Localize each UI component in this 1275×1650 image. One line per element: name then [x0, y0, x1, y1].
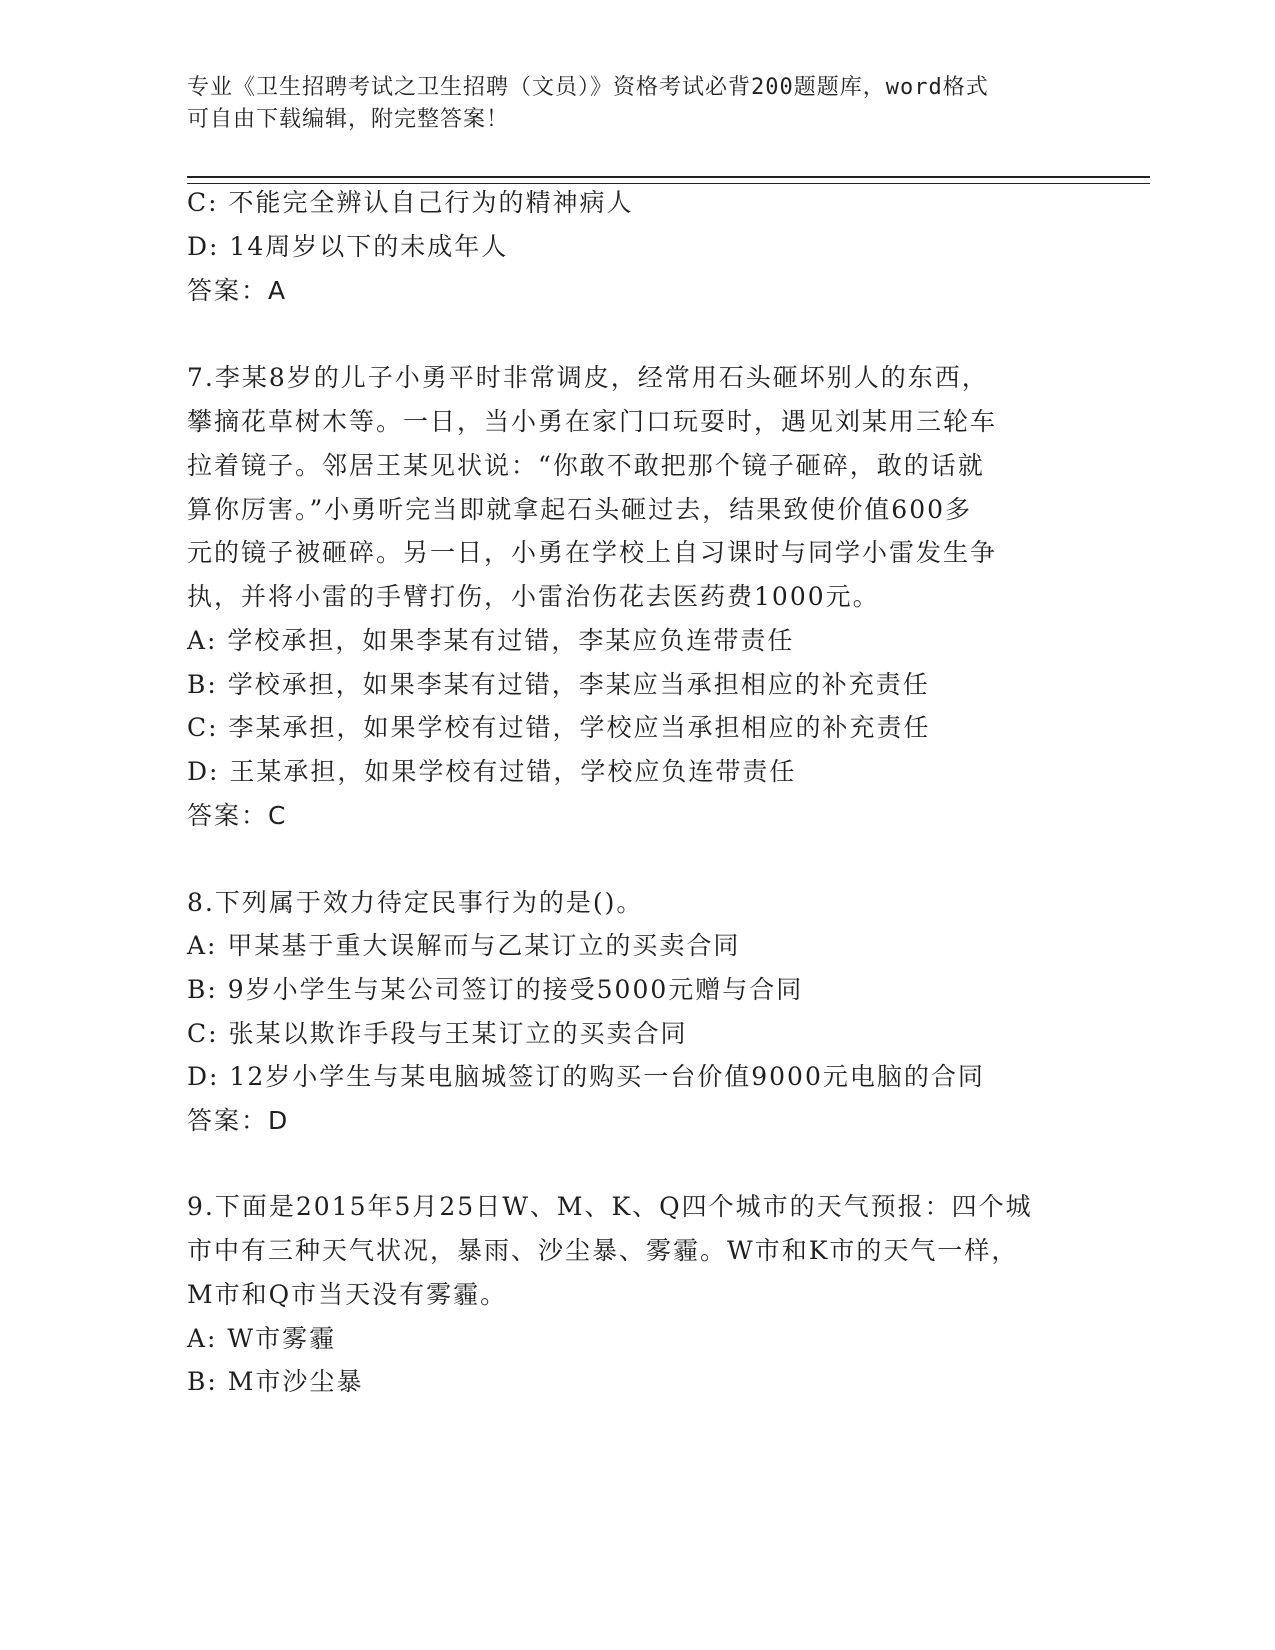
q7-stem-line-3: 拉着镜子。邻居王某见状说：“你敢不敢把那个镜子砸碎，敢的话就 — [187, 451, 985, 480]
q7-option-b: B: 学校承担，如果李某有过错，李某应当承担相应的补充责任 — [187, 670, 930, 699]
q9-option-a: A: W市雾霾 — [187, 1324, 337, 1353]
q7-stem-line-4: 算你厉害。”小勇听完当即就拿起石头砸过去，结果致使价值600多 — [187, 495, 973, 524]
q6-option-c: C: 不能完全辨认自己行为的精神病人 — [187, 188, 634, 217]
q7-option-a: A: 学校承担，如果李某有过错，李某应负连带责任 — [187, 626, 795, 655]
q8-option-b: B: 9岁小学生与某公司签订的接受5000元赠与合同 — [187, 975, 804, 1004]
q7-option-c: C: 李某承担，如果学校有过错，学校应当承担相应的补充责任 — [187, 713, 931, 742]
q8-option-c: C: 张某以欺诈手段与王某订立的买卖合同 — [187, 1019, 688, 1048]
q7-stem-line-5: 元的镜子被砸碎。另一日，小勇在学校上自习课时与同学小雷发生争 — [187, 538, 998, 567]
q8-option-a: A: 甲某基于重大误解而与乙某订立的买卖合同 — [187, 931, 741, 960]
q7-stem-line-2: 攀摘花草树木等。一日，当小勇在家门口玩耍时，遇见刘某用三轮车 — [187, 407, 998, 436]
q6-answer: 答案：A — [187, 276, 288, 305]
q6-option-d: D: 14周岁以下的未成年人 — [187, 232, 509, 261]
document-header — [187, 72, 1087, 136]
q7-stem-line-1: 7.李某8岁的儿子小勇平时非常调皮，经常用石头砸坏别人的东西， — [187, 363, 989, 392]
header-line-1: 专业《卫生招聘考试之卫生招聘（文员）》资格考试必背200题题库，word格式 — [187, 75, 989, 100]
q9-stem-line-3: M市和Q市当天没有雾霾。 — [187, 1280, 508, 1309]
q9-option-b: B: M市沙尘暴 — [187, 1367, 364, 1396]
q8-answer: 答案：D — [187, 1106, 290, 1135]
q7-answer: 答案：C — [187, 801, 288, 830]
q9-stem-line-1: 9.下面是2015年5月25日W、M、K、Q四个城市的天气预报：四个城 — [187, 1192, 1033, 1221]
q9-stem-line-2: 市中有三种天气状况，暴雨、沙尘暴、雾霾。W市和K市的天气一样， — [187, 1236, 1019, 1265]
q7-stem-line-6: 执，并将小雷的手臂打伤，小雷治伤花去医药费1000元。 — [187, 582, 880, 611]
q7-option-d: D: 王某承担，如果学校有过错，学校应负连带责任 — [187, 757, 797, 786]
header-line-2: 可自由下载编辑，附完整答案！ — [187, 107, 510, 132]
q8-option-d: D: 12岁小学生与某电脑城签订的购买一台价值9000元电脑的合同 — [187, 1062, 985, 1091]
q8-stem: 8.下列属于效力待定民事行为的是()。 — [187, 888, 644, 917]
